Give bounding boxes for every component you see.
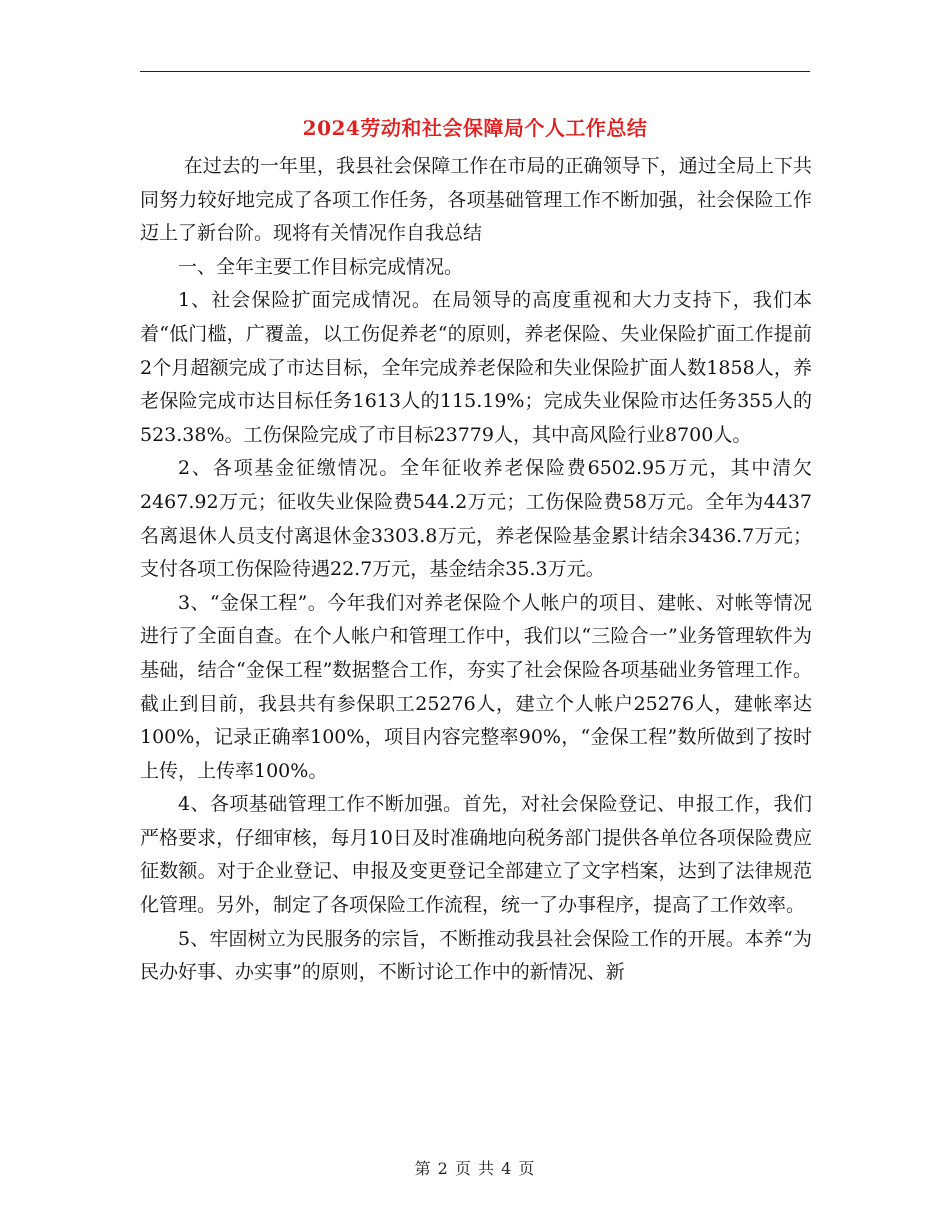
page-footer: 第 2 页 共 4 页 — [414, 1159, 536, 1178]
paragraph-basic-management: 4、各项基础管理工作不断加强。首先，对社会保险登记、申报工作，我们严格要求，仔细审核，每月10日及时准确地向税务部门提供各单位各项保险费应征数额。对于企业登记、申报及变更登记全部建立了文字档案，达到了法律规范化管理。另外，制定了各项保险工作流程，统一了办事程序，提高了工作效率。 — [140, 793, 812, 917]
document-title: 2024劳动和社会保障局个人工作总结 — [302, 116, 648, 140]
paragraph-jinbao-project: 3、“金保工程”。今年我们对养老保险个人帐户的项目、建帐、对帐等情况进行了全面自查。在个人帐户和管理工作中，我们以“三险合一”业务管理软件为基础，结合“金保工程”数据整合工作，夯实了社会保险各项基础业务管理工作。截止到目前，我县共有参保职工25276人，建立个人帐户25276人，建帐率达100%，记录正确率100%，项目内容完整率90%，“金保工程”数所做到了按时上传，上传率100%。 — [140, 591, 812, 782]
header-rule — [140, 71, 810, 72]
paragraph-fund-collection: 2、各项基金征缴情况。全年征收养老保险费6502.95万元，其中清欠2467.92万元；征收失业保险费544.2万元；工伤保险费58万元。全年为4437名离退休人员支付离退休金3303.8万元，养老保险基金累计结余3436.7万元；支付各项工伤保险待遇22.7万元，基金结余35.3万元。 — [140, 457, 812, 581]
paragraph-service-purpose: 5、牢固树立为民服务的宗旨，不断推动我县社会保险工作的开展。本养“为民办好事、办实事”的原则，不断讨论工作中的新情况、新 — [140, 927, 812, 984]
intro-paragraph: 在过去的一年里，我县社会保障工作在市局的正确领导下，通过全局上下共同努力较好地完成了各项工作任务，各项基础管理工作不断加强，社会保险工作迈上了新台阶。现将有关情况作自我总结 — [140, 155, 812, 245]
document-body — [140, 150, 812, 990]
section-heading: 一、全年主要工作目标完成情况。 — [178, 255, 464, 278]
paragraph-expansion: 1、社会保险扩面完成情况。在局领导的高度重视和大力支持下，我们本着“低门槛，广覆盖，以工伤促养老“的原则，养老保险、失业保险扩面工作提前2个月超额完成了市达目标，全年完成养老保险和失业保险扩面人数1858人，养老保险完成市达目标任务1613人的115.19%；完成失业保险市达任务355人的523.38%。工伤保险完成了市目标23779人，其中高风险行业8700人。 — [140, 289, 812, 446]
